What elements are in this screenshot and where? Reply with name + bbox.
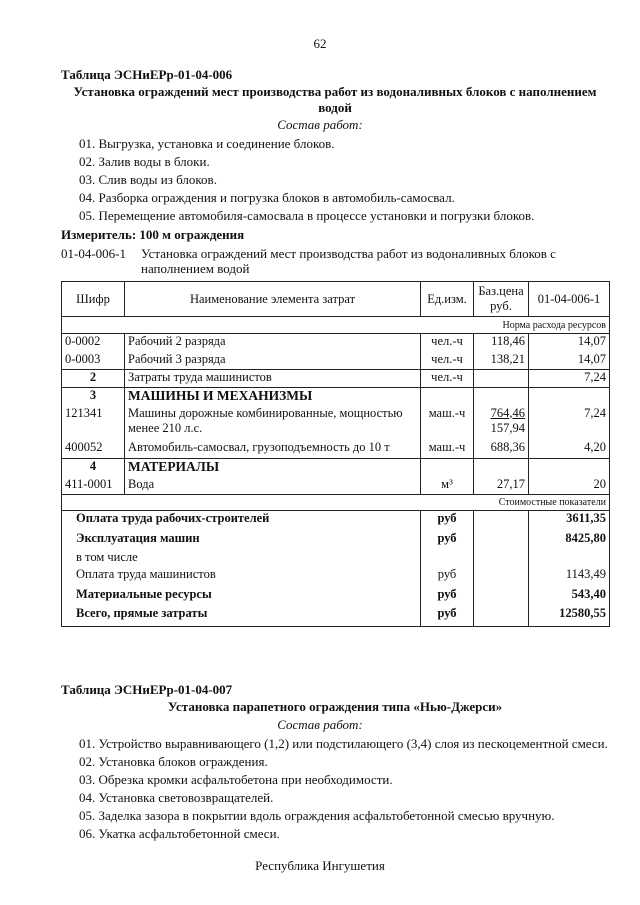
cell-value: 7,24: [529, 370, 610, 388]
cost-unit: руб: [421, 511, 474, 531]
header-name: Наименование элемента затрат: [125, 282, 421, 317]
work-item: 02. Залив воды в блоки.: [79, 154, 210, 169]
page-number: 62: [313, 36, 327, 51]
cell-name: Автомобиль-самосвал, грузоподъемность до 10 т: [125, 440, 421, 459]
cell-unit: маш.-ч: [421, 440, 474, 459]
table-name: Таблица ЭСНиЕРр-01-04-007: [61, 682, 233, 697]
price-underlined: 764,46: [490, 405, 525, 420]
cost-unit: руб: [421, 567, 474, 587]
cost-value: 12580,55: [529, 606, 610, 627]
work-item: 03. Обрезка кромки асфальтобетона при необходимости.: [79, 772, 393, 787]
cost-name: Оплата труда машинистов: [62, 567, 421, 587]
cost-empty: [474, 606, 529, 627]
table-row: [62, 406, 610, 440]
cell-unit: [421, 388, 474, 406]
cell-name: Вода: [125, 477, 421, 495]
price-secondary: 157,94: [490, 420, 525, 435]
cell-unit: маш.-ч: [421, 406, 474, 440]
cell-name: МАТЕРИАЛЫ: [125, 459, 421, 477]
cell-name: МАШИНЫ И МЕХАНИЗМЫ: [125, 388, 421, 406]
table-row: [62, 388, 610, 406]
work-item: 01. Выгрузка, установка и соединение блоков.: [79, 136, 335, 151]
table-row: [62, 477, 610, 495]
cost-unit: руб: [421, 606, 474, 627]
table-row: [62, 334, 610, 352]
cell-cipher: 3: [62, 388, 125, 406]
cell-value: 7,24: [529, 406, 610, 440]
cell-cipher: 411-0001: [62, 477, 125, 495]
cost-row: [62, 511, 610, 531]
table-row: [62, 440, 610, 459]
composition-label: Состав работ:: [277, 117, 363, 132]
cell-value: [529, 459, 610, 477]
work-item: 02. Установка блоков ограждения.: [79, 754, 268, 769]
cost-unit: руб: [421, 587, 474, 606]
work-item: 05. Заделка зазора в покрытии вдоль ограждения асфальтобетонной смесью вручную.: [79, 808, 555, 823]
cost-value: 1143,49: [529, 567, 610, 587]
cell-unit: м³: [421, 477, 474, 495]
cell-name: Рабочий 2 разряда: [125, 334, 421, 352]
cell-price: [474, 459, 529, 477]
cell-cipher: 2: [62, 370, 125, 388]
cost-value: 8425,80: [529, 531, 610, 550]
cost-empty: [474, 550, 529, 567]
norm-code: 01-04-006-1: [61, 246, 126, 261]
cell-price: 688,36: [474, 440, 529, 459]
cost-row: [62, 567, 610, 587]
cell-value: 20: [529, 477, 610, 495]
table-row: [62, 352, 610, 370]
cost-row: [62, 587, 610, 606]
resource-table: [61, 281, 610, 627]
cell-price: [474, 388, 529, 406]
cell-price: 118,46: [474, 334, 529, 352]
cost-label: Стоимостные показатели: [62, 495, 610, 511]
header-unit: Ед.изм.: [421, 282, 474, 317]
cost-empty: [474, 587, 529, 606]
cell-name: Машины дорожные комбинированные, мощностью менее 210 л.с.: [125, 406, 421, 440]
cell-cipher: 0-0002: [62, 334, 125, 352]
norm-description: Установка ограждений мест производства работ из водоналивных блоков с наполнением водой: [141, 246, 556, 276]
cost-unit: руб: [421, 531, 474, 550]
work-item: 04. Установка световозвращателей.: [79, 790, 274, 805]
cost-row: [62, 531, 610, 550]
table-name: Таблица ЭСНиЕРр-01-04-006: [61, 67, 233, 82]
footer-region: Республика Ингушетия: [255, 858, 385, 873]
cost-row: [62, 606, 610, 627]
cell-cipher: 0-0003: [62, 352, 125, 370]
cell-name: Затраты труда машинистов: [125, 370, 421, 388]
work-item: 01. Устройство выравнивающего (1,2) или подстилающего (3,4) слоя из пескоцементной смеси.: [79, 736, 608, 751]
cost-empty: [474, 511, 529, 531]
cell-price: 138,21: [474, 352, 529, 370]
header-price: Баз.цена руб.: [474, 282, 529, 317]
cost-empty: [474, 567, 529, 587]
cost-name: в том числе: [62, 550, 421, 567]
cell-value: [529, 388, 610, 406]
work-item: 04. Разборка ограждения и погрузка блоков в автомобиль-самосвал.: [79, 190, 455, 205]
cost-row: [62, 550, 610, 567]
work-item: 03. Слив воды из блоков.: [79, 172, 217, 187]
cell-name: Рабочий 3 разряда: [125, 352, 421, 370]
cell-price: [474, 370, 529, 388]
cell-cipher: 121341: [62, 406, 125, 440]
norm-label: Норма расхода ресурсов: [62, 317, 610, 334]
table-row: [62, 370, 610, 388]
header-cipher: Шифр: [62, 282, 125, 317]
cost-name: Материальные ресурсы: [62, 587, 421, 606]
cell-value: 4,20: [529, 440, 610, 459]
cost-value: 543,40: [529, 587, 610, 606]
cell-price: [474, 406, 529, 440]
cell-value: 14,07: [529, 352, 610, 370]
composition-label: Состав работ:: [277, 717, 363, 732]
cost-empty: [474, 531, 529, 550]
cell-unit: [421, 459, 474, 477]
cost-name: Всего, прямые затраты: [62, 606, 421, 627]
work-item: 06. Укатка асфальтобетонной смеси.: [79, 826, 280, 841]
cost-value: [529, 550, 610, 567]
table-title: Установка парапетного ограждения типа «Нью-Джерси»: [167, 699, 503, 714]
cell-unit: чел.-ч: [421, 334, 474, 352]
cell-unit: чел.-ч: [421, 370, 474, 388]
cell-cipher: 400052: [62, 440, 125, 459]
table-row: [62, 459, 610, 477]
table-title: Установка ограждений мест производства работ из водоналивных блоков с наполнением водой: [73, 84, 597, 115]
cost-name: Оплата труда рабочих-строителей: [62, 511, 421, 531]
cell-unit: чел.-ч: [421, 352, 474, 370]
measure-unit: Измеритель: 100 м ограждения: [61, 227, 245, 242]
cost-value: 3611,35: [529, 511, 610, 531]
header-code: 01-04-006-1: [529, 282, 610, 317]
cost-unit: [421, 550, 474, 567]
cell-price: 27,17: [474, 477, 529, 495]
cell-value: 14,07: [529, 334, 610, 352]
cost-name: Эксплуатация машин: [62, 531, 421, 550]
work-item: 05. Перемещение автомобиля-самосвала в процессе установки и погрузки блоков.: [79, 208, 535, 223]
cell-cipher: 4: [62, 459, 125, 477]
